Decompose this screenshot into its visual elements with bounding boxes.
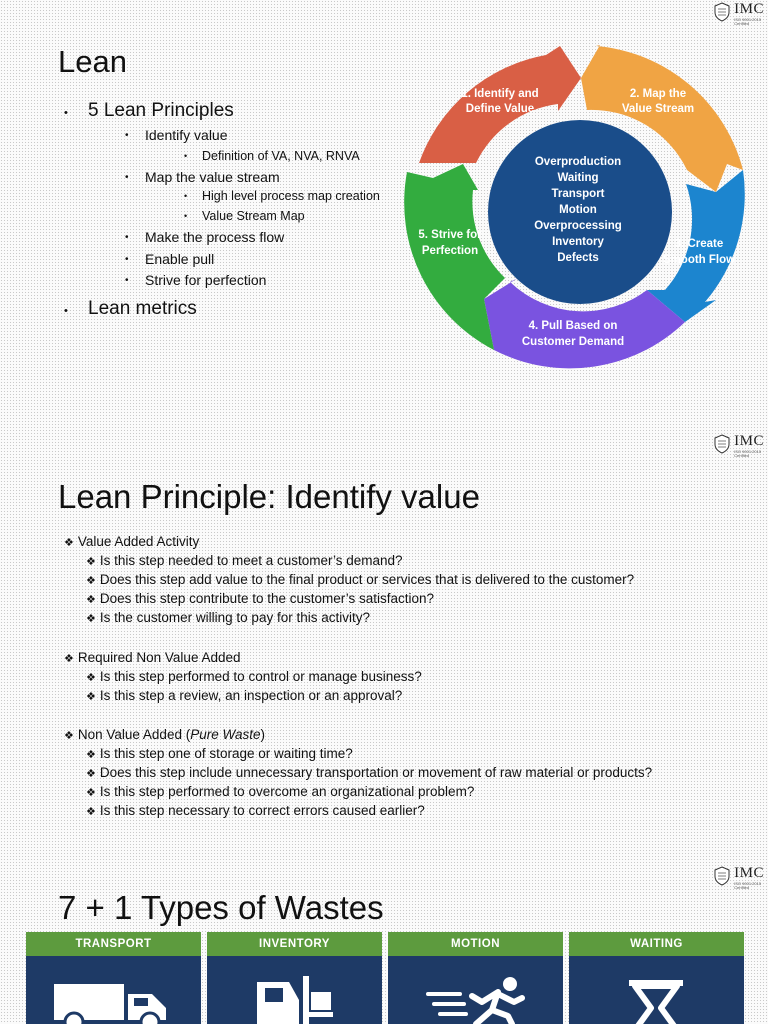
step-2-line1: 2. Map the: [629, 88, 687, 100]
step-4-line2: Customer Demand: [521, 336, 625, 348]
logo-iso: ISO 9001:2015: [734, 881, 762, 886]
page-title: 7 + 1 Types of Wastes: [58, 889, 384, 926]
waste-label: TRANSPORT: [26, 932, 201, 956]
waste-defects: Defects: [557, 252, 599, 264]
nva-item: ❖ Is this step performed to overcome an organizational problem?: [86, 784, 475, 799]
waste-transport: Transport: [551, 188, 605, 200]
bullet-map-stream: • Map the value stream: [145, 169, 280, 185]
hourglass-icon: [569, 972, 744, 1024]
diamond-bullet-icon: ❖: [86, 691, 96, 703]
slide-types-of-wastes: [0, 862, 768, 1024]
logo-iso: ISO 9001:2015: [734, 449, 762, 454]
slide-lean-overview: [0, 0, 768, 410]
va-item: ❖ Does this step add value to the final product or services that is delivered to the customer?: [86, 572, 635, 587]
bullet-strive: • Strive for perfection: [145, 272, 266, 288]
rnva-heading: ❖ Required Non Value Added: [64, 650, 241, 665]
waste-waiting: Waiting: [557, 172, 599, 184]
bullet-make-flow: • Make the process flow: [145, 229, 284, 245]
crest-icon: [713, 866, 731, 886]
rnva-item: ❖ Is this step a review, an inspection or an approval?: [86, 688, 403, 703]
waste-label: INVENTORY: [207, 932, 382, 956]
logo-brand: IMC: [734, 1, 764, 17]
waste-inventory: Inventory: [552, 236, 604, 248]
bullet-enable-pull: • Enable pull: [145, 251, 214, 267]
waste-column-waiting: [569, 932, 744, 1024]
imc-logo: [713, 2, 764, 26]
forklift-icon: [207, 972, 382, 1024]
step-3-line1: 3. Create: [674, 238, 724, 250]
page-title: Lean Principle: Identify value: [58, 478, 480, 515]
step-3-line2: Smooth Flow: [662, 254, 736, 266]
waste-label: MOTION: [388, 932, 563, 956]
diamond-bullet-icon: ❖: [86, 672, 96, 684]
va-item: ❖ Does this step contribute to the customer’s satisfaction?: [86, 591, 435, 606]
bullet-identify-value-sub: • Definition of VA, NVA, RNVA: [202, 149, 360, 163]
waste-motion: Motion: [559, 204, 597, 216]
nva-item: ❖ Does this step include unnecessary transportation or movement of raw material or products?: [86, 765, 653, 780]
diamond-bullet-icon: ❖: [86, 806, 96, 818]
imc-logo: [713, 434, 764, 458]
va-item: ❖ Is the customer willing to pay for this activity?: [86, 610, 370, 625]
logo-brand: IMC: [734, 433, 764, 449]
lean-principles-cycle: [400, 40, 760, 385]
logo-brand: IMC: [734, 865, 764, 881]
nva-item: ❖ Is this step one of storage or waiting time?: [86, 746, 353, 761]
diamond-bullet-icon: ❖: [64, 537, 74, 549]
crest-icon: [713, 434, 731, 454]
nva-heading: ❖ Non Value Added (Pure Waste): [64, 727, 266, 742]
truck-icon: [26, 972, 201, 1024]
bullet-metrics: • Lean metrics: [88, 298, 197, 320]
rnva-item: ❖ Is this step performed to control or manage business?: [86, 669, 422, 684]
waste-label: WAITING: [569, 932, 744, 956]
logo-iso: ISO 9001:2015: [734, 17, 762, 22]
diamond-bullet-icon: ❖: [86, 594, 96, 606]
step-1-line1: 1. Identify and: [461, 88, 539, 100]
diamond-bullet-icon: ❖: [86, 613, 96, 625]
waste-column-motion: [388, 932, 563, 1024]
diamond-bullet-icon: ❖: [64, 730, 74, 742]
step-5-line1: 5. Strive for: [418, 229, 482, 241]
bullet-principles: • 5 Lean Principles: [88, 100, 234, 122]
waste-overproduction: Overproduction: [534, 156, 622, 168]
running-person-icon: [388, 972, 563, 1024]
bullet-map-stream-sub2: • Value Stream Map: [202, 209, 305, 223]
diamond-bullet-icon: ❖: [86, 556, 96, 568]
bullet-map-stream-sub1: • High level process map creation: [202, 189, 380, 203]
step-4-line1: 4. Pull Based on: [528, 320, 618, 332]
logo-cert: Certified: [734, 21, 750, 26]
diamond-bullet-icon: ❖: [86, 768, 96, 780]
logo-cert: Certified: [734, 453, 750, 458]
waste-column-transport: [26, 932, 201, 1024]
imc-logo: [713, 866, 764, 890]
diamond-bullet-icon: ❖: [86, 575, 96, 587]
page-title: Lean: [58, 44, 127, 79]
diamond-bullet-icon: ❖: [86, 787, 96, 799]
waste-column-inventory: [207, 932, 382, 1024]
nva-item: ❖ Is this step necessary to correct errors caused earlier?: [86, 803, 425, 818]
va-heading: ❖ Value Added Activity: [64, 534, 200, 549]
va-item: ❖ Is this step needed to meet a customer’s demand?: [86, 553, 403, 568]
diamond-bullet-icon: ❖: [64, 653, 74, 665]
step-1-line2: Define Value: [465, 103, 535, 115]
diamond-bullet-icon: ❖: [86, 749, 96, 761]
bullet-identify-value: • Identify value: [145, 127, 228, 143]
logo-cert: Certified: [734, 885, 750, 890]
step-5-line2: Perfection: [421, 245, 479, 257]
step-2-line2: Value Stream: [621, 103, 695, 115]
waste-overprocessing: Overprocessing: [534, 220, 622, 232]
slide-identify-value: [0, 426, 768, 846]
crest-icon: [713, 2, 731, 22]
